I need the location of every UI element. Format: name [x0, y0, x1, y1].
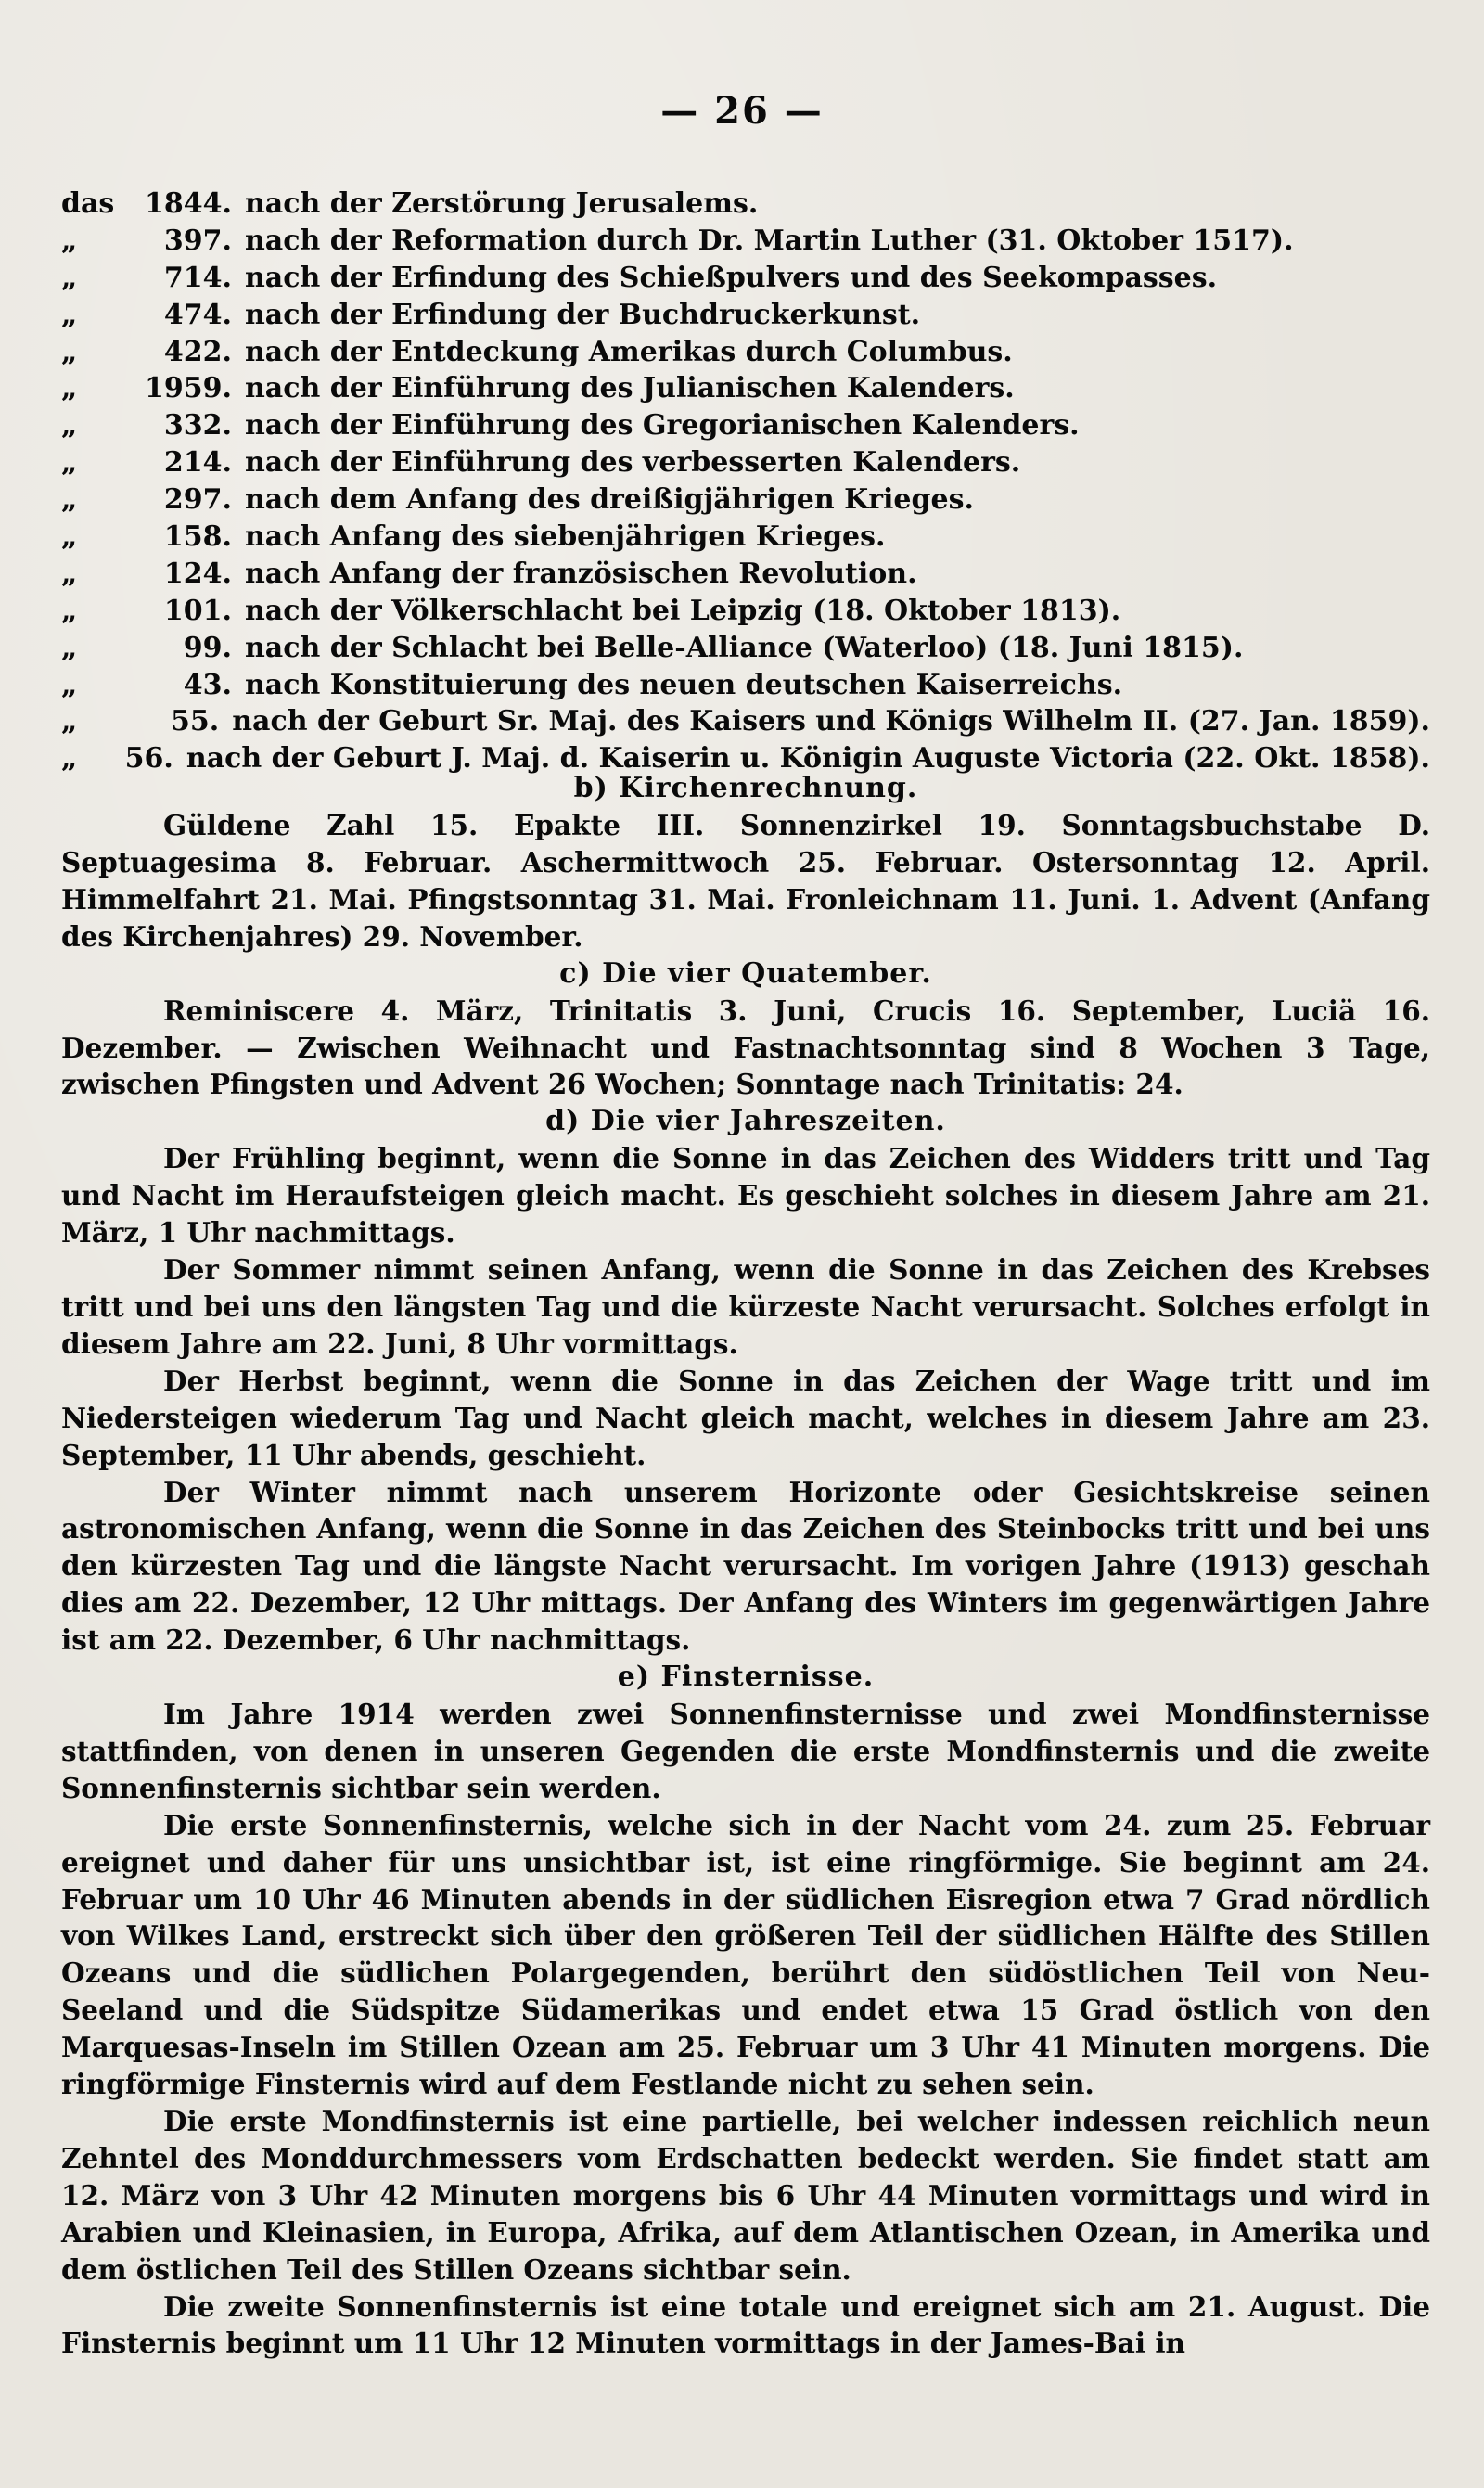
- date-year: 55.: [171, 705, 220, 738]
- date-row: [61, 444, 1430, 481]
- date-year: 397.: [163, 224, 232, 257]
- date-text: nach dem Anfang des dreißigjährigen Krieges.: [245, 483, 974, 517]
- date-prefix: „: [61, 631, 78, 664]
- date-text: nach Anfang der französischen Revolution.: [245, 557, 917, 590]
- date-text: nach der Einführung des verbesserten Kalenders.: [245, 446, 1021, 480]
- paragraph-sommer: Der Sommer nimmt seinen Anfang, wenn die Sonne in das Zeichen des Krebses tritt und bei uns den längsten Tag und die kürzeste Nacht verursacht. Solches erfolgt in diesem Jahre am 22. Juni, 8 Uhr vormittags.: [61, 1253, 1430, 1360]
- date-prefix: „: [61, 224, 78, 257]
- main-text: [61, 770, 1430, 2362]
- date-prefix: „: [61, 483, 78, 517]
- paragraph-erste-sonnenfinsternis: Die erste Sonnenfinsternis, welche sich in der Nacht vom 24. zum 25. Februar ereignet und daher für uns unsichtbar ist, ist eine ringförmige. Sie beginnt am 24. Februar um 10 Uhr 46 Minuten abends in der südlichen Eisregion etwa 7 Grad nördlich von Wilkes Land, erstreckt sich über den größeren Teil der südlichen Hälfte des Stillen Ozeans und die südlichen Polargegenden, berührt den südöstlichen Teil von Neu-Seeland und die Südspitze Südamerikas und endet etwa 15 Grad östlich von den Marquesas-Inseln im Stillen Ozean am 25. Februar um 3 Uhr 41 Minuten morgens. Die ringförmige Finsternis wird auf dem Festlande nicht zu sehen sein.: [61, 1808, 1430, 2101]
- date-row: [61, 334, 1430, 371]
- date-year: 214.: [163, 446, 232, 480]
- date-prefix: „: [61, 520, 78, 554]
- date-row: [61, 556, 1430, 593]
- date-row: [61, 630, 1430, 667]
- paragraph-winter: Der Winter nimmt nach unserem Horizonte oder Gesichtskreise seinen astronomischen Anfang, wenn die Sonne in das Zeichen des Steinbocks tritt und bei uns den kürzesten Tag und die längste Nacht verursacht. Im vorigen Jahre (1913) geschah dies am 22. Dezember, 12 Uhr mittags. Der Anfang des Winters im gegenwärtigen Jahre ist am 22. Dezember, 6 Uhr nachmittags.: [61, 1475, 1430, 1657]
- section-heading-finsternisse: e) Finsternisse.: [617, 1661, 875, 1694]
- date-row: [61, 667, 1430, 704]
- paragraph-erste-mondfinsternis: Die erste Mondfinsternis ist eine partielle, bei welcher indessen reichlich neun Zehntel des Monddurchmessers vom Erdschatten bedeckt werden. Sie findet statt am 12. März von 3 Uhr 42 Minuten morgens bis 6 Uhr 44 Minuten vormittags und wird in Arabien und Kleinasien, in Europa, Afrika, auf dem Atlantischen Ozean, in Amerika und dem östlichen Teil des Stillen Ozeans sichtbar sein.: [61, 2105, 1430, 2286]
- date-year: 56.: [124, 742, 173, 776]
- date-text: nach Konstituierung des neuen deutschen Kaiserreichs.: [245, 668, 1123, 701]
- date-row: [61, 703, 1430, 740]
- date-year: 1844.: [145, 187, 232, 220]
- date-prefix: „: [61, 298, 78, 331]
- date-prefix: „: [61, 668, 78, 701]
- date-year: 714.: [163, 261, 232, 294]
- paragraph-kirchenrechnung: Güldene Zahl 15. Epakte III. Sonnenzirkel 19. Sonntagsbuchstabe D. Septuagesima 8. Februar. Aschermittwoch 25. Februar. Ostersonntag 12. April. Himmelfahrt 21. Mai. Pfingstsonntag 31. Mai. Fronleichnam 11. Juni. 1. Advent (Anfang des Kirchenjahres) 29. November.: [61, 809, 1430, 953]
- era-dates-list: [61, 186, 1430, 777]
- date-text: nach der Geburt Sr. Maj. des Kaisers und Königs Wilhelm II. (27. Jan. 1859).: [232, 705, 1430, 738]
- date-year: 474.: [163, 298, 232, 331]
- date-text: nach Anfang des siebenjährigen Krieges.: [245, 520, 886, 554]
- date-text: nach der Reformation durch Dr. Martin Luther (31. Oktober 1517).: [245, 224, 1294, 257]
- date-row: [61, 407, 1430, 444]
- date-year: 158.: [163, 520, 232, 554]
- date-text: nach der Erfindung der Buchdruckerkunst.: [245, 298, 921, 331]
- date-prefix: „: [61, 261, 78, 294]
- section-heading-quatember: c) Die vier Quatember.: [559, 956, 932, 990]
- date-row: [61, 297, 1430, 334]
- date-year: 332.: [163, 409, 232, 442]
- date-prefix: „: [61, 409, 78, 442]
- date-text: nach der Einführung des Gregorianischen Kalenders.: [245, 409, 1080, 442]
- date-prefix: „: [61, 742, 78, 776]
- date-row: [61, 593, 1430, 630]
- date-row: [61, 481, 1430, 519]
- date-prefix: „: [61, 594, 78, 627]
- date-text: nach der Erfindung des Schießpulvers und des Seekompasses.: [245, 261, 1218, 294]
- date-year: 422.: [163, 335, 232, 368]
- date-prefix: „: [61, 705, 78, 738]
- date-year: 124.: [163, 557, 232, 590]
- date-text: nach der Zerstörung Jerusalems.: [245, 187, 759, 220]
- date-row: [61, 186, 1430, 223]
- date-prefix: „: [61, 335, 78, 368]
- date-year: 297.: [163, 483, 232, 517]
- paragraph-herbst: Der Herbst beginnt, wenn die Sonne in das Zeichen der Wage tritt und im Niedersteigen wiederum Tag und Nacht gleich macht, welches in diesem Jahre am 23. September, 11 Uhr abends, geschieht.: [61, 1364, 1430, 1471]
- date-prefix: das: [61, 187, 115, 220]
- section-heading-jahreszeiten: d) Die vier Jahreszeiten.: [545, 1105, 946, 1138]
- date-text: nach der Entdeckung Amerikas durch Columbus.: [245, 335, 1013, 368]
- date-prefix: „: [61, 446, 78, 480]
- date-year: 101.: [163, 594, 232, 627]
- date-prefix: „: [61, 557, 78, 590]
- date-text: nach der Schlacht bei Belle-Alliance (Waterloo) (18. Juni 1815).: [245, 631, 1244, 664]
- date-text: nach der Geburt J. Maj. d. Kaiserin u. Königin Auguste Victoria (22. Okt. 1858).: [186, 742, 1430, 776]
- paragraph-fruehling: Der Frühling beginnt, wenn die Sonne in das Zeichen des Widders tritt und Tag und Nacht im Heraufsteigen gleich macht. Es geschieht solches in diesem Jahre am 21. März, 1 Uhr nachmittags.: [61, 1142, 1430, 1250]
- date-row: [61, 519, 1430, 556]
- date-text: nach der Einführung des Julianischen Kalenders.: [245, 372, 1015, 405]
- date-row: [61, 223, 1430, 260]
- page-number: — 26 —: [660, 89, 824, 133]
- section-heading-kirchenrechnung: b) Kirchenrechnung.: [573, 772, 918, 804]
- paragraph-quatember: Reminiscere 4. März, Trinitatis 3. Juni, Crucis 16. September, Luciä 16. Dezember. — Zwischen Weihnacht und Fastnachtsonntag sind 8 Wochen 3 Tage, zwischen Pfingsten und Advent 26 Wochen; Sonntage nach Trinitatis: 24.: [61, 994, 1430, 1101]
- date-row: [61, 370, 1430, 407]
- date-year: 43.: [183, 668, 232, 701]
- date-year: 1959.: [145, 372, 232, 405]
- paragraph-finsternisse-intro: Im Jahre 1914 werden zwei Sonnenfinsternisse und zwei Mondfinsternisse stattfinden, von denen in unseren Gegenden die erste Mondfinsternis und die zweite Sonnenfinsternis sichtbar sein werden.: [61, 1698, 1430, 1804]
- date-year: 99.: [183, 631, 232, 664]
- paragraph-zweite-sonnenfinsternis: Die zweite Sonnenfinsternis ist eine totale und ereignet sich am 21. August. Die Finsternis beginnt um 11 Uhr 12 Minuten vormittags in der James-Bai in: [61, 2289, 1430, 2360]
- date-text: nach der Völkerschlacht bei Leipzig (18. Oktober 1813).: [245, 594, 1121, 627]
- date-prefix: „: [61, 372, 78, 405]
- date-row: [61, 260, 1430, 297]
